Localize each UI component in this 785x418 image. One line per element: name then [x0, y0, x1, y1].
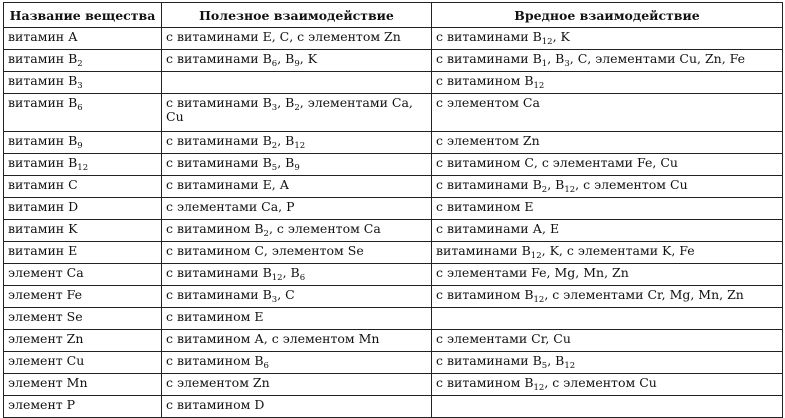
substance-cell [4, 330, 162, 352]
substance-cell [4, 286, 162, 308]
beneficial-cell [162, 154, 432, 176]
beneficial-cell [162, 264, 432, 286]
table-row [4, 264, 783, 286]
cell-text: , B [277, 51, 295, 66]
cell-text: с витамином D [166, 397, 265, 412]
substance-cell [4, 242, 162, 264]
harmful-cell [432, 396, 783, 418]
beneficial-cell [162, 308, 432, 330]
cell-text: с элементами Ca, P [166, 199, 295, 214]
header-beneficial: Полезное взаимодействие [162, 3, 432, 28]
subscript: 2 [541, 185, 548, 195]
beneficial-cell [162, 176, 432, 198]
beneficial-cell [162, 396, 432, 418]
table-row [4, 94, 783, 132]
cell-text: с витамином B [436, 287, 534, 302]
table-row [4, 50, 783, 72]
harmful-cell [432, 264, 783, 286]
cell-text: с витамином B [436, 375, 534, 390]
cell-text: с витаминами B [166, 265, 272, 280]
subscript: 2 [263, 229, 269, 239]
substance-cell [4, 154, 162, 176]
harmful-cell [432, 242, 783, 264]
cell-text: элемент P [8, 397, 76, 412]
cell-text: , С, элементами Cu, Zn, Fe [569, 51, 746, 66]
cell-text: витаминами B [436, 243, 531, 258]
substance-cell [4, 94, 162, 132]
table-row [4, 220, 783, 242]
harmful-cell [432, 176, 783, 198]
cell-text: с витаминами B [166, 287, 272, 302]
table-row [4, 72, 783, 94]
cell-text: , С [277, 287, 295, 302]
subscript: 12 [530, 251, 542, 261]
cell-text: элемент Se [8, 309, 83, 324]
table-row [4, 154, 783, 176]
subscript: 9 [77, 141, 83, 151]
cell-text: , B [547, 353, 565, 368]
substance-cell [4, 264, 162, 286]
subscript: 2 [77, 59, 83, 69]
harmful-cell [432, 330, 783, 352]
beneficial-cell [162, 352, 432, 374]
beneficial-cell [162, 72, 432, 94]
table-row [4, 28, 783, 50]
cell-text: витамин С [8, 177, 78, 192]
cell-text: , с элементом Cu [544, 375, 657, 390]
cell-text: с витаминами B [436, 29, 542, 44]
table-row [4, 132, 783, 154]
substance-cell [4, 198, 162, 220]
harmful-cell [432, 28, 783, 50]
cell-text: витамин D [8, 199, 79, 214]
subscript: 6 [271, 59, 278, 69]
substance-cell [4, 72, 162, 94]
harmful-cell [432, 352, 783, 374]
table-row [4, 176, 783, 198]
cell-text: витамин K [8, 221, 78, 236]
cell-text: элемент Zn [8, 331, 84, 346]
cell-text: , B [277, 133, 295, 148]
cell-text: с витаминами B [166, 51, 272, 66]
cell-text: , B [282, 265, 300, 280]
subscript: 2 [271, 141, 278, 151]
substance-cell [4, 132, 162, 154]
table-row [4, 330, 783, 352]
table-row [4, 374, 783, 396]
cell-text: , элементами Ca, Cu [166, 95, 413, 124]
table-row [4, 286, 783, 308]
substance-cell [4, 220, 162, 242]
subscript: 12 [533, 295, 545, 305]
beneficial-cell [162, 132, 432, 154]
table-body [4, 28, 783, 418]
cell-text: элемент Fe [8, 287, 83, 302]
substance-cell [4, 352, 162, 374]
cell-text: с элементами Fe, Mg, Mn, Zn [436, 265, 629, 280]
header-row [4, 3, 783, 28]
cell-text: с витамином С, с элементами Fe, Cu [436, 155, 678, 170]
beneficial-cell [162, 242, 432, 264]
subscript: 12 [533, 81, 545, 91]
cell-text: , B [547, 177, 565, 192]
beneficial-cell [162, 198, 432, 220]
table-row [4, 308, 783, 330]
cell-text: с витамином Е [436, 199, 534, 214]
beneficial-cell [162, 374, 432, 396]
cell-text: витамин B [8, 73, 78, 88]
cell-text: , B [277, 155, 295, 170]
cell-text: , K, с элементами K, Fe [541, 243, 695, 258]
subscript: 6 [263, 361, 269, 371]
subscript: 6 [299, 273, 306, 283]
substance-cell [4, 308, 162, 330]
subscript: 12 [533, 383, 545, 393]
cell-text: с витаминами Е, С, с элементом Zn [166, 29, 401, 44]
cell-text: с элементом Zn [166, 375, 270, 390]
cell-text: с витамином С, элементом Se [166, 243, 364, 258]
subscript: 12 [564, 185, 576, 195]
subscript: 12 [541, 37, 553, 47]
substance-cell [4, 50, 162, 72]
cell-text: , K [552, 29, 570, 44]
harmful-cell [432, 72, 783, 94]
cell-text: с витамином Е [166, 309, 264, 324]
harmful-cell [432, 50, 783, 72]
table-row [4, 198, 783, 220]
subscript: 12 [77, 163, 89, 173]
header-substance: Название вещества [4, 3, 162, 28]
subscript: 5 [271, 163, 278, 173]
cell-text: витамин B [8, 155, 78, 170]
cell-text: витамин B [8, 95, 78, 110]
cell-text: элемент Cu [8, 353, 85, 368]
beneficial-cell [162, 28, 432, 50]
subscript: 9 [294, 59, 300, 69]
subscript: 3 [77, 81, 83, 91]
beneficial-cell [162, 330, 432, 352]
subscript: 12 [271, 273, 283, 283]
cell-text: с витаминами B [436, 177, 542, 192]
cell-text: с витамином B [166, 353, 264, 368]
subscript: 3 [271, 295, 278, 305]
subscript: 2 [294, 103, 300, 113]
cell-text: с элементом Ca [436, 95, 540, 110]
subscript: 3 [564, 59, 570, 69]
cell-text: с витамином B [436, 73, 534, 88]
substance-cell [4, 396, 162, 418]
subscript: 9 [294, 163, 300, 173]
cell-text: витамин А [8, 29, 78, 44]
cell-text: , B [277, 95, 295, 110]
cell-text: с элементами Cr, Cu [436, 331, 571, 346]
subscript: 5 [541, 361, 548, 371]
substance-cell [4, 374, 162, 396]
cell-text: с витаминами B [166, 155, 272, 170]
cell-text: с витамином А, с элементом Mn [166, 331, 380, 346]
subscript: 12 [564, 361, 576, 371]
harmful-cell [432, 154, 783, 176]
harmful-cell [432, 132, 783, 154]
beneficial-cell [162, 220, 432, 242]
vitamin-interaction-table [3, 2, 783, 418]
cell-text: с витамином B [166, 221, 264, 236]
subscript: 6 [77, 103, 83, 113]
cell-text: с витаминами B [436, 353, 542, 368]
cell-text: с витаминами А, Е [436, 221, 560, 236]
cell-text: с витаминами Е, А [166, 177, 290, 192]
beneficial-cell [162, 94, 432, 132]
cell-text: с витаминами B [166, 133, 272, 148]
harmful-cell [432, 198, 783, 220]
cell-text: , с элементами Cr, Mg, Mn, Zn [544, 287, 744, 302]
beneficial-cell [162, 50, 432, 72]
harmful-cell [432, 220, 783, 242]
substance-cell [4, 176, 162, 198]
cell-text: , с элементом Cu [575, 177, 688, 192]
substance-cell [4, 28, 162, 50]
header-harmful: Вредное взаимодействие [432, 3, 783, 28]
harmful-cell [432, 286, 783, 308]
cell-text: , с элементом Ca [268, 221, 381, 236]
cell-text: , B [547, 51, 565, 66]
cell-text: с элементом Zn [436, 133, 540, 148]
subscript: 1 [541, 59, 548, 69]
cell-text: , K [299, 51, 318, 66]
subscript: 12 [294, 141, 306, 151]
cell-text: с витаминами B [436, 51, 542, 66]
harmful-cell [432, 94, 783, 132]
table-row [4, 396, 783, 418]
harmful-cell [432, 374, 783, 396]
cell-text: витамин Е [8, 243, 78, 258]
subscript: 3 [271, 103, 278, 113]
cell-text: с витаминами B [166, 95, 272, 110]
beneficial-cell [162, 286, 432, 308]
table-row [4, 242, 783, 264]
cell-text: элемент Ca [8, 265, 84, 280]
cell-text: элемент Mn [8, 375, 88, 390]
cell-text: витамин B [8, 51, 78, 66]
cell-text: витамин B [8, 133, 78, 148]
harmful-cell [432, 308, 783, 330]
table-row [4, 352, 783, 374]
